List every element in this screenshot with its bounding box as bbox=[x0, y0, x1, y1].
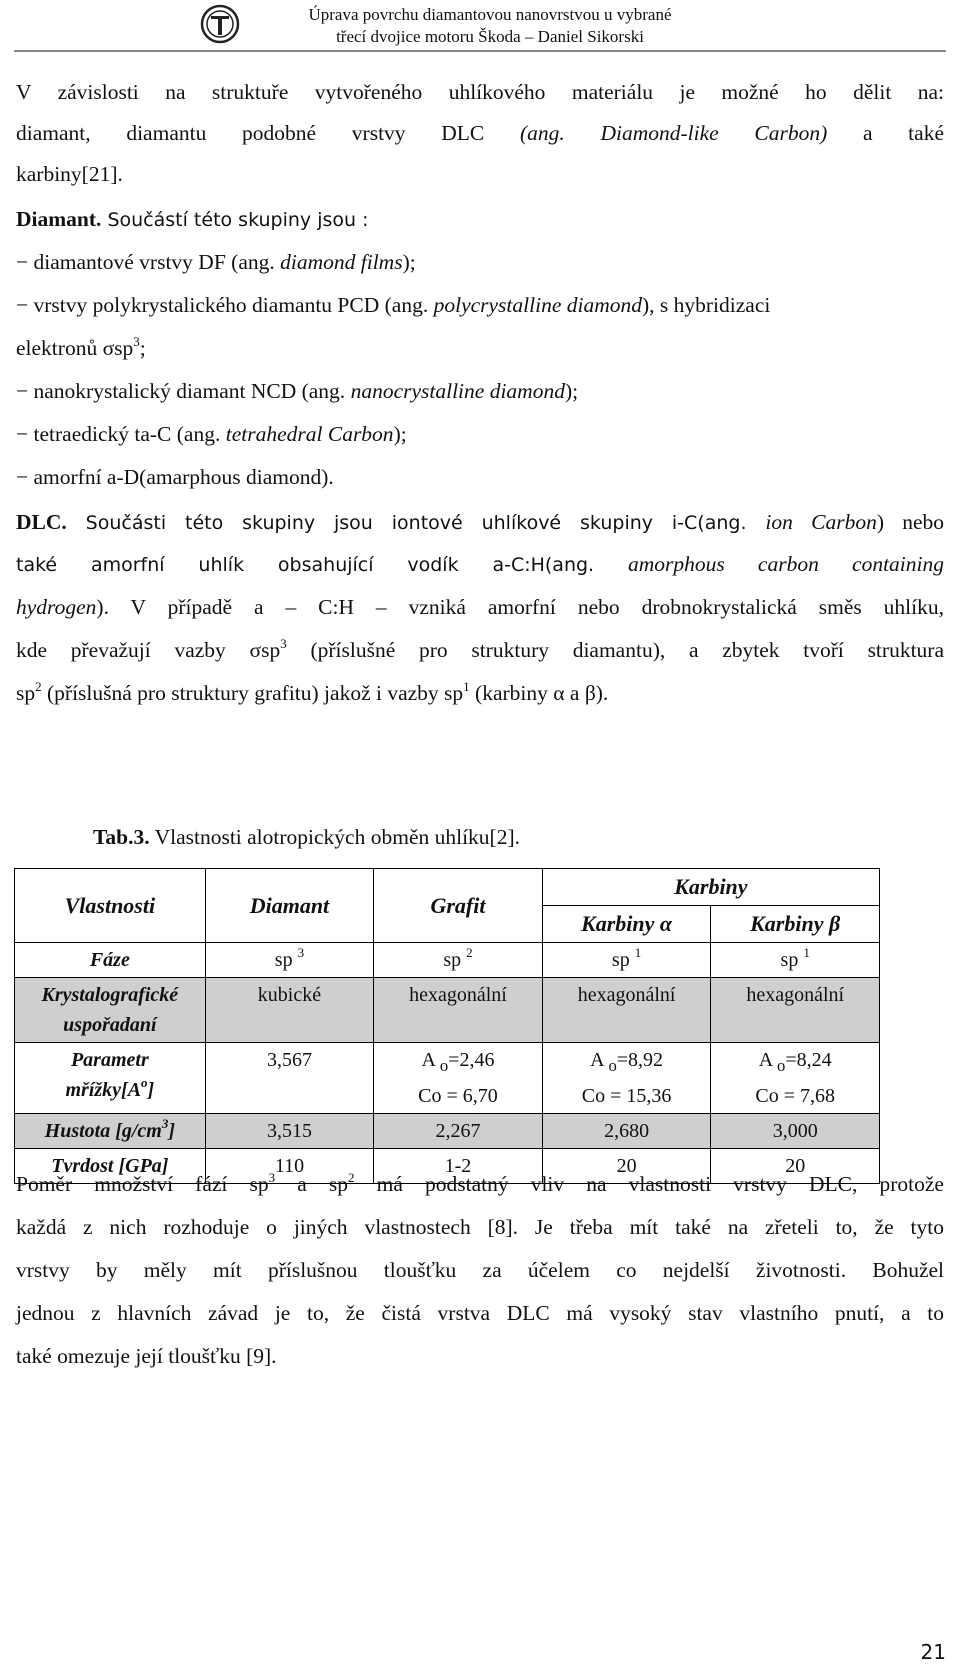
dlc-line-1: DLC. Součásti této skupiny jsou iontové uhlíkové skupiny i-C(ang. ion Carbon) nebo bbox=[16, 510, 945, 534]
cell: hexagonální bbox=[711, 978, 880, 1043]
closing-line-2: každá z nich rozhoduje o jiných vlastnostech [8]. Je třeba mít také na zřeteli to, že tyto bbox=[16, 1215, 944, 1239]
intro-line-2: diamant, diamantu podobné vrstvy DLC (ang. Diamond-like Carbon) a také bbox=[16, 121, 944, 145]
diamant-item-2-cont: elektronů σsp$^3$; bbox=[16, 334, 146, 360]
cell: 1-2 bbox=[374, 1149, 543, 1184]
header-karbiny: Karbiny bbox=[542, 869, 879, 906]
table-row bbox=[15, 1043, 880, 1114]
cell: 3,515 bbox=[205, 1114, 373, 1149]
table-header-row bbox=[15, 869, 880, 906]
closing-line-1: Poměr množství fází $sp^3$ a $sp^2$ má podstatný vliv na vlastnosti vrstvy DLC, protože bbox=[16, 1170, 944, 1196]
cell: A $_o$=8,24 Co = 7,68 bbox=[711, 1043, 880, 1114]
cell: sp $^1$ bbox=[542, 943, 711, 978]
cell: 3,567 bbox=[205, 1043, 373, 1114]
table-caption: Tab.3. Vlastnosti alotropických obměn uhlíku[2]. bbox=[93, 825, 521, 849]
header-karbiny-beta: Karbiny β bbox=[711, 906, 880, 943]
row-label-krystalograficke: Krystalografické uspořadaní bbox=[15, 978, 206, 1043]
cell: sp $^1$ bbox=[711, 943, 880, 978]
cell: 110 bbox=[205, 1149, 373, 1184]
header-grafit: Grafit bbox=[374, 869, 543, 943]
header-line-2: třecí dvojice motoru Škoda – Daniel Sikorski bbox=[336, 27, 644, 46]
page-number: 21 bbox=[920, 1640, 946, 1664]
cell: 20 bbox=[711, 1149, 880, 1184]
cell: 2,267 bbox=[374, 1114, 543, 1149]
intro-line-1: V závislosti na struktuře vytvořeného uhlíkového materiálu je možné ho dělit na: bbox=[16, 80, 944, 104]
table-row bbox=[15, 978, 880, 1043]
intro-line-3: karbiny[21]. bbox=[16, 162, 123, 186]
cell: kubické bbox=[205, 978, 373, 1043]
cell: sp $^2$ bbox=[374, 943, 543, 978]
header-vlastnosti: Vlastnosti bbox=[15, 869, 206, 943]
page-header bbox=[0, 0, 960, 52]
header-diamant: Diamant bbox=[205, 869, 373, 943]
cell: sp $^3$ bbox=[205, 943, 373, 978]
header-karbiny-alpha: Karbiny α bbox=[542, 906, 711, 943]
dlc-line-4: kde převažují vazby σsp$^3$ (příslušné pro struktury diamantu), a zbytek tvoří struktura bbox=[16, 636, 944, 662]
row-label-hustota: Hustota $[g/cm^3]$ bbox=[15, 1114, 206, 1149]
diamant-item-4: − tetraedický ta-C (ang. tetrahedral Carbon); bbox=[16, 422, 407, 446]
university-logo-icon bbox=[200, 4, 240, 44]
dlc-line-2: také amorfní uhlík obsahující vodík a-C:H(ang. amorphous carbon containing bbox=[16, 552, 944, 576]
cell: A $_o$=2,46 Co = 6,70 bbox=[374, 1043, 543, 1114]
cell: hexagonální bbox=[374, 978, 543, 1043]
closing-line-3: vrstvy by měly mít příslušnou tloušťku za účelem co nejdelší životnosti. Bohužel bbox=[16, 1258, 944, 1282]
properties-table bbox=[14, 868, 880, 1184]
dlc-line-5: $sp^2$ (příslušná pro struktury grafitu) jakož i vazby $sp^1$ (karbiny α a β). bbox=[16, 679, 609, 705]
header-title bbox=[250, 4, 730, 48]
cell: hexagonální bbox=[542, 978, 711, 1043]
table-row bbox=[15, 1114, 880, 1149]
header-rule bbox=[14, 50, 946, 52]
closing-line-5: také omezuje její tloušťku [9]. bbox=[16, 1344, 277, 1368]
row-label-faze: Fáze bbox=[15, 943, 206, 978]
cell: 20 bbox=[542, 1149, 711, 1184]
cell: 2,680 bbox=[542, 1114, 711, 1149]
diamant-item-5: − amorfní a-D(amarphous diamond). bbox=[16, 465, 334, 489]
row-label-parametr: Parametr $mřížky[A^o]$ bbox=[15, 1043, 206, 1114]
diamant-item-2: − vrstvy polykrystalického diamantu PCD (ang. polycrystalline diamond), s hybridizaci bbox=[16, 293, 771, 317]
diamant-heading: Diamant. Součástí této skupiny jsou : bbox=[16, 207, 369, 231]
table-row bbox=[15, 943, 880, 978]
cell: A $_o$=8,92 Co = 15,36 bbox=[542, 1043, 711, 1114]
closing-line-4: jednou z hlavních závad je to, že čistá vrstva DLC má vysoký stav vlastního pnutí, a to bbox=[16, 1301, 944, 1325]
diamant-item-3: − nanokrystalický diamant NCD (ang. nanocrystalline diamond); bbox=[16, 379, 579, 403]
dlc-line-3: hydrogen). V případě a – C:H – vzniká amorfní nebo drobnokrystalická směs uhlíku, bbox=[16, 595, 944, 619]
diamant-item-1: − diamantové vrstvy DF (ang. diamond films); bbox=[16, 250, 416, 274]
cell: 3,000 bbox=[711, 1114, 880, 1149]
row-label-tvrdost: Tvrdost [GPa] bbox=[15, 1149, 206, 1184]
header-line-1: Úprava povrchu diamantovou nanovrstvou u vybrané bbox=[308, 5, 672, 24]
